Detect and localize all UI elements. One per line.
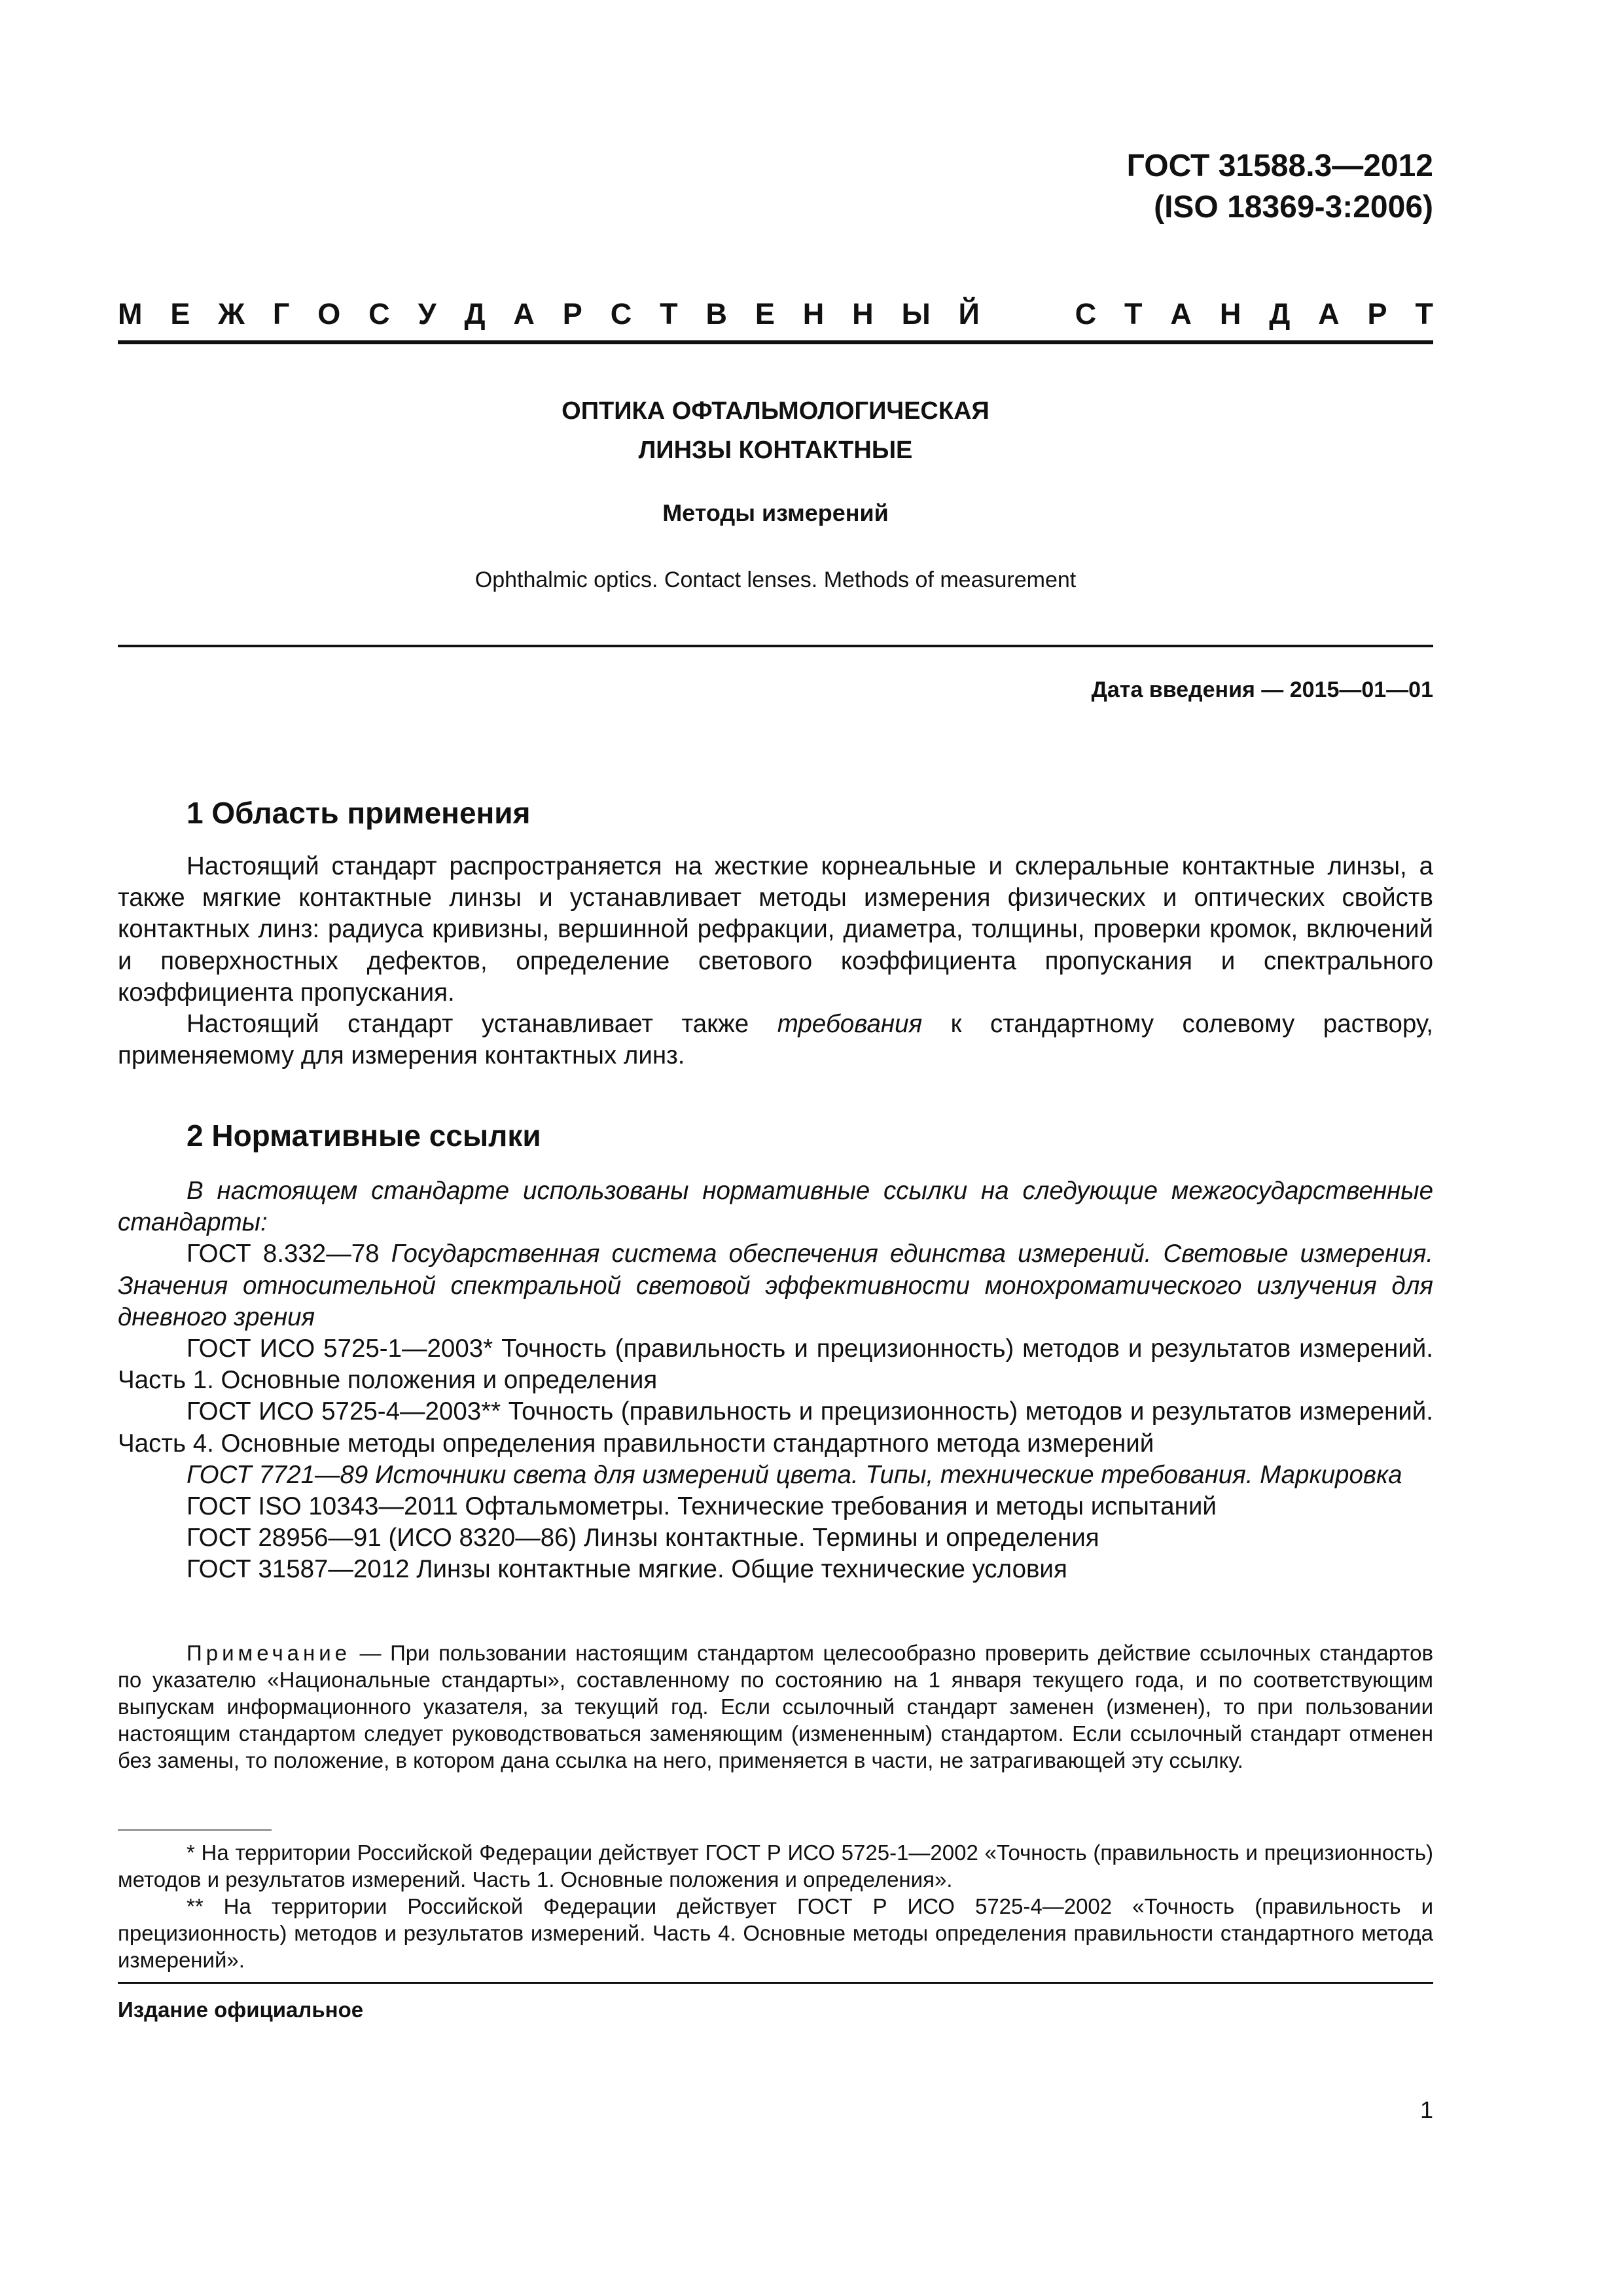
reference-item: ГОСТ 31587—2012 Линзы контактные мягкие. Общие технические условия <box>187 1555 1067 1584</box>
reference-item: ГОСТ ИСО 5725-4—2003** Точность (правильность и прецизионность) методов и результатов измерений. Часть 4. Основные методы определения правильности стандартного метода измерений <box>118 1397 1433 1458</box>
banner-letter: Д <box>464 297 486 331</box>
page-number: 1 <box>1419 2096 1433 2123</box>
iso-number: (ISO 18369-3:2006) <box>1154 190 1433 224</box>
paragraph-2-end: к стандартному солевому раствору, применяемому для измерения контактных линз. <box>118 1010 1433 1070</box>
banner-letter: Н <box>802 297 825 331</box>
section-1-heading: 1 Область применения <box>187 796 531 830</box>
banner-letter: Т <box>1124 297 1143 331</box>
banner-letter: Т <box>660 297 678 331</box>
title-line-1: ОПТИКА ОФТАЛЬМОЛОГИЧЕСКАЯ <box>562 397 990 425</box>
banner-letter: О <box>317 297 341 331</box>
document-designation <box>1127 145 1433 228</box>
reference-item: ГОСТ 28956—91 (ИСО 8320—86) Линзы контактные. Термины и определения <box>187 1524 1099 1552</box>
footnote-separator <box>118 1829 272 1831</box>
section-1-body <box>118 851 1433 1071</box>
reference-item: ГОСТ ИСО 5725-1—2003* Точность (правильность и прецизионность) методов и результатов измерений. Часть 1. Основные положения и определения <box>118 1335 1433 1395</box>
footnote-1: * На территории Российской Федерации действует ГОСТ Р ИСО 5725-1—2002 «Точность (правильность и прецизионность) методов и результатов измерений. Часть 1. Основные положения и определения». <box>118 1840 1433 1892</box>
banner-letter: Ж <box>218 297 245 331</box>
title-line-2: ЛИНЗЫ КОНТАКТНЫЕ <box>638 437 913 464</box>
references-intro: В настоящем стандарте использованы нормативные ссылки на следующие межгосударственные стандарты: <box>118 1177 1433 1237</box>
banner-letter: Н <box>852 297 874 331</box>
banner-letter: Р <box>562 297 582 331</box>
section-2-body <box>118 1175 1433 1586</box>
banner-letter: А <box>1170 297 1192 331</box>
reference-item: ГОСТ 7721—89 Источники света для измерений цвета. Типы, технические требования. Маркировка <box>187 1460 1402 1489</box>
banner-letter: Т <box>1415 297 1433 331</box>
document-title <box>118 391 1433 470</box>
reference-title: Государственная система обеспечения единства измерений. Световые измерения. Значения относительной спектральной световой эффективности монохроматического излучения для дневного зрения <box>118 1240 1433 1331</box>
footnotes <box>118 1839 1433 1973</box>
section-1-paragraph-1: Настоящий стандарт распространяется на жесткие корнеальные и склеральные контактные линзы, а также мягкие контактные линзы и устанавливает методы измерения физических и оптических свойств контактных линз: радиуса кривизны, вершинной рефракции, диаметра, толщины, проверки кромок, включений и поверхностных дефектов, определение светового коэффициента пропускания и спектрального коэффициента пропускания. <box>118 852 1433 1007</box>
banner-letter: Е <box>170 297 190 331</box>
banner-letter: Н <box>1219 297 1241 331</box>
header-rule <box>118 340 1433 344</box>
banner-letter: Е <box>755 297 775 331</box>
banner-letter: Й <box>958 297 980 331</box>
title-rule <box>118 645 1433 647</box>
document-subtitle: Методы измерений <box>662 499 889 526</box>
banner-letter: А <box>1318 297 1340 331</box>
banner-letter: Р <box>1367 297 1387 331</box>
section-2-heading: 2 Нормативные ссылки <box>187 1119 541 1153</box>
reference-code: ГОСТ 8.332—78 <box>187 1240 391 1268</box>
paragraph-2-start: Настоящий стандарт устанавливает также <box>187 1010 777 1039</box>
banner-letter: С <box>368 297 390 331</box>
reference-item: ГОСТ ISO 10343—2011 Офтальмометры. Технические требования и методы испытаний <box>187 1492 1217 1521</box>
banner-letter: В <box>705 297 727 331</box>
banner-letter: Ы <box>901 297 931 331</box>
english-title: Ophthalmic optics. Contact lenses. Methods of measurement <box>474 567 1077 592</box>
banner-letter: Г <box>272 297 290 331</box>
note-paragraph <box>118 1640 1433 1774</box>
banner-letter: А <box>513 297 535 331</box>
note-label: Примечание <box>187 1641 351 1665</box>
banner-letter: Д <box>1269 297 1291 331</box>
note-text: — При пользовании настоящим стандартом целесообразно проверить действие ссылочных стандартов по указателю «Национальные стандарты», составленному по состоянию на 1 января текущего года, и по соответствующим выпускам информационного указателя, за текущий год. Если ссылочный стандарт заменен (изменен), то при пользовании настоящим стандартом следует руководствоваться заменяющим (измененным) стандартом. Если ссылочный стандарт отменен без замены, то положение, в котором дана ссылка на него, применяется в части, не затрагивающей эту ссылку. <box>118 1641 1433 1772</box>
gost-number: ГОСТ 31588.3—2012 <box>1126 149 1433 183</box>
edition-label: Издание официальное <box>118 1998 364 2022</box>
banner-letter: У <box>418 297 437 331</box>
banner-letter: С <box>610 297 632 331</box>
introduction-date: Дата введения — 2015—01—01 <box>1091 677 1433 702</box>
banner-letter: С <box>1075 297 1097 331</box>
footer-rule <box>118 1982 1433 1984</box>
references-note <box>118 1640 1433 1774</box>
banner-letter: М <box>118 297 143 331</box>
footnote-2: ** На территории Российской Федерации действует ГОСТ Р ИСО 5725-4—2002 «Точность (правильность и прецизионность) методов и результатов измерений. Часть 4. Основные методы определения правильности стандартного метода измерений». <box>118 1894 1433 1972</box>
section-1-paragraph-2 <box>118 1009 1433 1071</box>
standard-type-banner <box>118 295 1433 334</box>
reference-item <box>118 1238 1433 1333</box>
paragraph-2-emphasis: требования <box>777 1010 923 1039</box>
